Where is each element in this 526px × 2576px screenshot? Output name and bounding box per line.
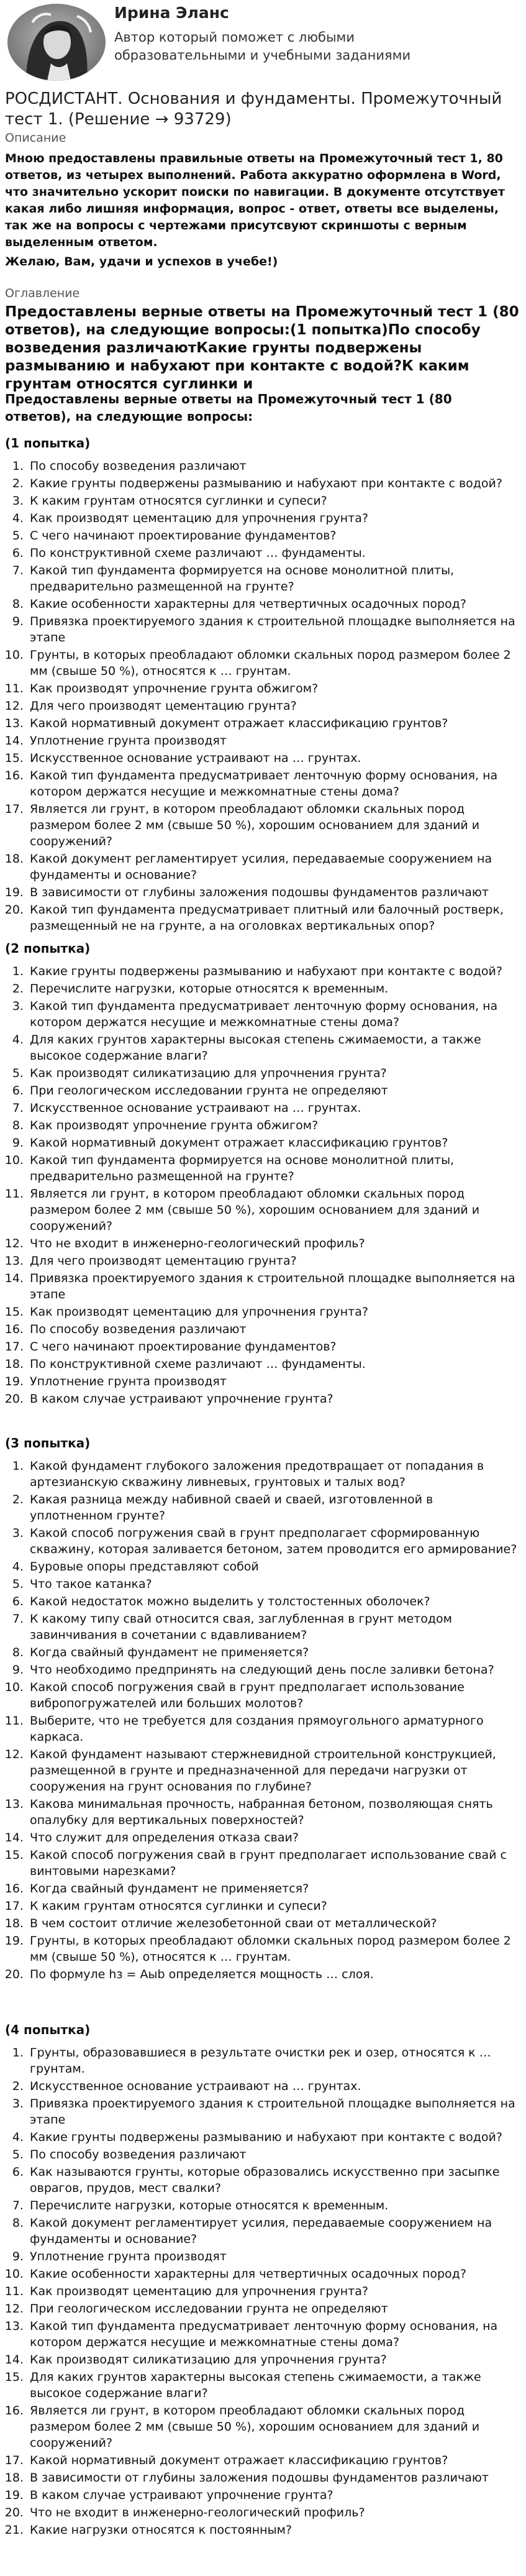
- question-item: 3. Привязка проектируемого здания к строительной площадке выполняется на этапе: [27, 2096, 519, 2128]
- question-item: 14. Что служит для определения отказа сваи?: [27, 1830, 519, 1846]
- question-item: 6. По конструктивной схеме различают … фундаменты.: [27, 545, 519, 561]
- question-item: 20. В каком случае устраивают упрочнение грунта?: [27, 1391, 519, 1407]
- question-item: 12. Что не входит в инженерно-геологический профиль?: [27, 1235, 519, 1252]
- question-item: 9. Какой нормативный документ отражает классификацию грунтов?: [27, 1135, 519, 1151]
- attempt-4-questions: [0, 2045, 519, 2539]
- question-item: 6. Как называются грунты, которые образовались искусственно при засыпке оврагов, прудов, мест свалки?: [27, 2164, 519, 2196]
- question-item: 6. Какой недостаток можно выделить у толстостенных оболочек?: [27, 1593, 519, 1610]
- question-item: 7. Искусственное основание устраивают на … грунтах.: [27, 1100, 519, 1116]
- question-item: 19. Уплотнение грунта производят: [27, 1373, 519, 1390]
- question-item: 4. Для каких грунтов характерны высокая степень сжимаемости, а также высокое содержание влаги?: [27, 1032, 519, 1064]
- question-item: 1. По способу возведения различают: [27, 458, 519, 474]
- question-item: 2. Искусственное основание устраивают на … грунтах.: [27, 2078, 519, 2094]
- question-item: 5. Что такое катанка?: [27, 1576, 519, 1592]
- question-item: 2. Перечислите нагрузки, которые относятся к временным.: [27, 981, 519, 997]
- question-item: 16. Когда свайный фундамент не применяется?: [27, 1881, 519, 1897]
- question-item: 11. Выберите, что не требуется для создания прямоугольного арматурного каркаса.: [27, 1713, 519, 1745]
- question-item: 6. При геологическом исследовании грунта не определяют: [27, 1083, 519, 1099]
- question-item: 16. По способу возведения различают: [27, 1321, 519, 1337]
- attempt-3-questions: [0, 1458, 519, 1984]
- question-item: 4. Буровые опоры представляют собой: [27, 1559, 519, 1575]
- attempt-2-heading: (2 попытка): [5, 941, 91, 956]
- author-description: Автор который поможет с любыми образовательными и учебными заданиями: [114, 30, 411, 63]
- question-item: 12. Для чего производят цементацию грунта?: [27, 698, 519, 714]
- question-item: 11. Как производят упрочнение грунта обжигом?: [27, 681, 519, 697]
- question-item: 2. Какие грунты подвержены размыванию и набухают при контакте с водой?: [27, 475, 519, 492]
- question-item: 19. Грунты, в которых преобладают обломки скальных пород размером более 2 мм (свыше 50 %), относятся к … грунтам.: [27, 1933, 519, 1965]
- question-item: 10. Какие особенности характерны для четвертичных осадочных пород?: [27, 2266, 519, 2282]
- question-item: 14. Уплотнение грунта производят: [27, 733, 519, 749]
- author-header: [0, 0, 526, 87]
- question-item: 9. Что необходимо предпринять на следующий день после заливки бетона?: [27, 1662, 519, 1678]
- author-avatar[interactable]: [7, 4, 106, 81]
- question-item: 1. Грунты, образовавшиеся в результате очистки рек и озер, относятся к … грунтам.: [27, 2045, 519, 2077]
- question-item: 17. Является ли грунт, в котором преобладают обломки скальных пород размером более 2 мм (свыше 50 %), хорошим основанием для зданий и сооружений?: [27, 801, 519, 850]
- question-item: 4. Как производят цементацию для упрочнения грунта?: [27, 510, 519, 526]
- question-item: 10. Какой тип фундамента формируется на основе монолитной плиты, предварительно размещенной на грунте?: [27, 1152, 519, 1185]
- toc-text: Предоставлены верные ответы на Промежуточный тест 1 (80 ответов), на следующие вопросы:(1 попытка)По способу возведения различаютКакие грунты подвержены размыванию и набухают при контакте с водой?К каким грунтам относятся суглинки и: [5, 304, 519, 392]
- question-item: 9. Уплотнение грунта производят: [27, 2248, 519, 2265]
- question-item: 20. По формуле hз = Aыb определяется мощность … слоя.: [27, 1966, 519, 1982]
- question-item: 19. В зависимости от глубины заложения подошвы фундаментов различают: [27, 884, 519, 901]
- question-item: 10. Какой способ погружения свай в грунт предполагает использование вибропогружателей или больших молотов?: [27, 1679, 519, 1712]
- attempt-1-heading: (1 попытка): [5, 436, 91, 451]
- question-item: 7. Какой тип фундамента формируется на основе монолитной плиты, предварительно размещенной на грунте?: [27, 562, 519, 595]
- question-item: 14. Привязка проектируемого здания к строительной площадке выполняется на этапе: [27, 1270, 519, 1303]
- question-item: 15. Искусственное основание устраивают на … грунтах.: [27, 750, 519, 766]
- question-item: 18. Какой документ регламентирует усилия, передаваемые сооружением на фундаменты и основание?: [27, 851, 519, 883]
- question-item: 8. Когда свайный фундамент не применяется?: [27, 1644, 519, 1661]
- attempt-2-questions: [0, 963, 519, 1408]
- avatar-photo-icon: [7, 4, 106, 81]
- attempt-1-questions: [0, 458, 519, 935]
- description-label: Описание: [5, 131, 66, 145]
- question-item: 7. Перечислите нагрузки, которые относятся к временным.: [27, 2198, 519, 2214]
- question-item: 8. Как производят упрочнение грунта обжигом?: [27, 1117, 519, 1134]
- question-item: 4. Какие грунты подвержены размыванию и набухают при контакте с водой?: [27, 2129, 519, 2145]
- question-item: 5. С чего начинают проектирование фундаментов?: [27, 528, 519, 544]
- question-item: 3. Какой способ погружения свай в грунт предполагает сформированную скважину, которая заливается бетоном, затем проводится его армирование?: [27, 1525, 519, 1557]
- question-item: 17. Какой нормативный документ отражает классификацию грунтов?: [27, 2452, 519, 2468]
- question-item: 13. Какова минимальная прочность, набранная бетоном, позволяющая снять опалубку для вертикальных поверхностей?: [27, 1796, 519, 1828]
- question-item: 10. Грунты, в которых преобладают обломки скальных пород размером более 2 мм (свыше 50 %), относятся к … грунтам.: [27, 647, 519, 679]
- question-item: 16. Какой тип фундамента предусматривает ленточную форму основания, на котором держатся несущие и межкомнатные стены дома?: [27, 768, 519, 800]
- page-title: РОСДИСТАНТ. Основания и фундаменты. Промежуточный тест 1. (Решение → 93729): [5, 89, 502, 129]
- question-item: 11. Является ли грунт, в котором преобладают обломки скальных пород размером более 2 мм (свыше 50 %), хорошим основанием для зданий и сооружений?: [27, 1186, 519, 1234]
- question-item: 16. Является ли грунт, в котором преобладают обломки скальных пород размером более 2 мм (свыше 50 %), хорошим основанием для зданий и сооружений?: [27, 2403, 519, 2451]
- question-item: 15. Для каких грунтов характерны высокая степень сжимаемости, а также высокое содержание влаги?: [27, 2369, 519, 2401]
- question-item: 17. К каким грунтам относятся суглинки и супеси?: [27, 1898, 519, 1914]
- question-item: 1. Какой фундамент глубокого заложения предотвращает от попадания в артезианскую скважину ливневых, грунтовых и талых вод?: [27, 1458, 519, 1490]
- question-item: 12. Какой фундамент называют стержневидной строительной конструкцией, размещенной в грунте и предназначенной для передачи нагрузки от сооружения на грунт основания по глубине?: [27, 1746, 519, 1795]
- author-name[interactable]: Ирина Эланс: [114, 4, 229, 22]
- attempt-3-heading: (3 попытка): [5, 1436, 91, 1451]
- question-item: 5. Как производят силикатизацию для упрочнения грунта?: [27, 1065, 519, 1081]
- body-heading: Предоставлены верные ответы на Промежуточный тест 1 (80 ответов), на следующие вопросы:: [5, 392, 452, 424]
- question-item: 9. Привязка проектируемого здания к строительной площадке выполняется на этапе: [27, 613, 519, 646]
- question-item: 7. К какому типу свай относится свая, заглубленная в грунт методом завинчивания в сочетании с вдавливанием?: [27, 1611, 519, 1643]
- description-text: Мною предоставлены правильные ответы на Промежуточный тест 1, 80 ответов, из четырех выполнений. Работа аккуратно оформлена в Word, что значительно ускорит поиски по навигации. В документе отсутствует какая либо лишняя информация, вопрос - ответ, ответы все выделены, так же на вопросы с чертежами присутсвуют скриншоты с верным выделенным ответом.: [5, 152, 505, 249]
- question-item: 21. Какие нагрузки относятся к постоянным?: [27, 2522, 519, 2538]
- question-item: 5. По способу возведения различают: [27, 2147, 519, 2163]
- question-item: 20. Какой тип фундамента предусматривает плитный или балочный ростверк, размещенный не на грунте, а на оголовках вертикальных опор?: [27, 902, 519, 934]
- question-item: 2. Какая разница между набивной сваей и сваей, изготовленной в уплотненном грунте?: [27, 1492, 519, 1524]
- question-item: 8. Какой документ регламентирует усилия, передаваемые сооружением на фундаменты и основание?: [27, 2215, 519, 2247]
- question-item: 11. Как производят цементацию для упрочнения грунта?: [27, 2283, 519, 2299]
- toc-label: Оглавление: [5, 286, 80, 300]
- attempt-4-heading: (4 попытка): [5, 2022, 91, 2037]
- question-item: 12. При геологическом исследовании грунта не определяют: [27, 2301, 519, 2317]
- question-item: 13. Какой тип фундамента предусматривает ленточную форму основания, на котором держатся несущие и межкомнатные стены дома?: [27, 2318, 519, 2350]
- question-item: 17. С чего начинают проектирование фундаментов?: [27, 1339, 519, 1355]
- wish-text: Желаю, Вам, удачи и успехов в учебе!): [5, 255, 278, 268]
- question-item: 8. Какие особенности характерны для четвертичных осадочных пород?: [27, 596, 519, 612]
- question-item: 13. Для чего производят цементацию грунта?: [27, 1253, 519, 1269]
- question-item: 20. Что не входит в инженерно-геологический профиль?: [27, 2505, 519, 2521]
- question-item: 18. В чем состоит отличие железобетонной сваи от металлической?: [27, 1915, 519, 1932]
- question-item: 13. Какой нормативный документ отражает классификацию грунтов?: [27, 715, 519, 731]
- question-item: 15. Как производят цементацию для упрочнения грунта?: [27, 1304, 519, 1320]
- question-item: 18. По конструктивной схеме различают … фундаменты.: [27, 1356, 519, 1372]
- question-item: 14. Как производят силикатизацию для упрочнения грунта?: [27, 2352, 519, 2368]
- question-item: 3. К каким грунтам относятся суглинки и супеси?: [27, 493, 519, 509]
- question-item: 18. В зависимости от глубины заложения подошвы фундаментов различают: [27, 2470, 519, 2486]
- question-item: 15. Какой способ погружения свай в грунт предполагает использование свай с винтовыми нарезками?: [27, 1847, 519, 1879]
- question-item: 19. В каком случае устраивают упрочнение грунта?: [27, 2487, 519, 2503]
- question-item: 1. Какие грунты подвержены размыванию и набухают при контакте с водой?: [27, 963, 519, 979]
- question-item: 3. Какой тип фундамента предусматривает ленточную форму основания, на котором держатся несущие и межкомнатные стены дома?: [27, 998, 519, 1030]
